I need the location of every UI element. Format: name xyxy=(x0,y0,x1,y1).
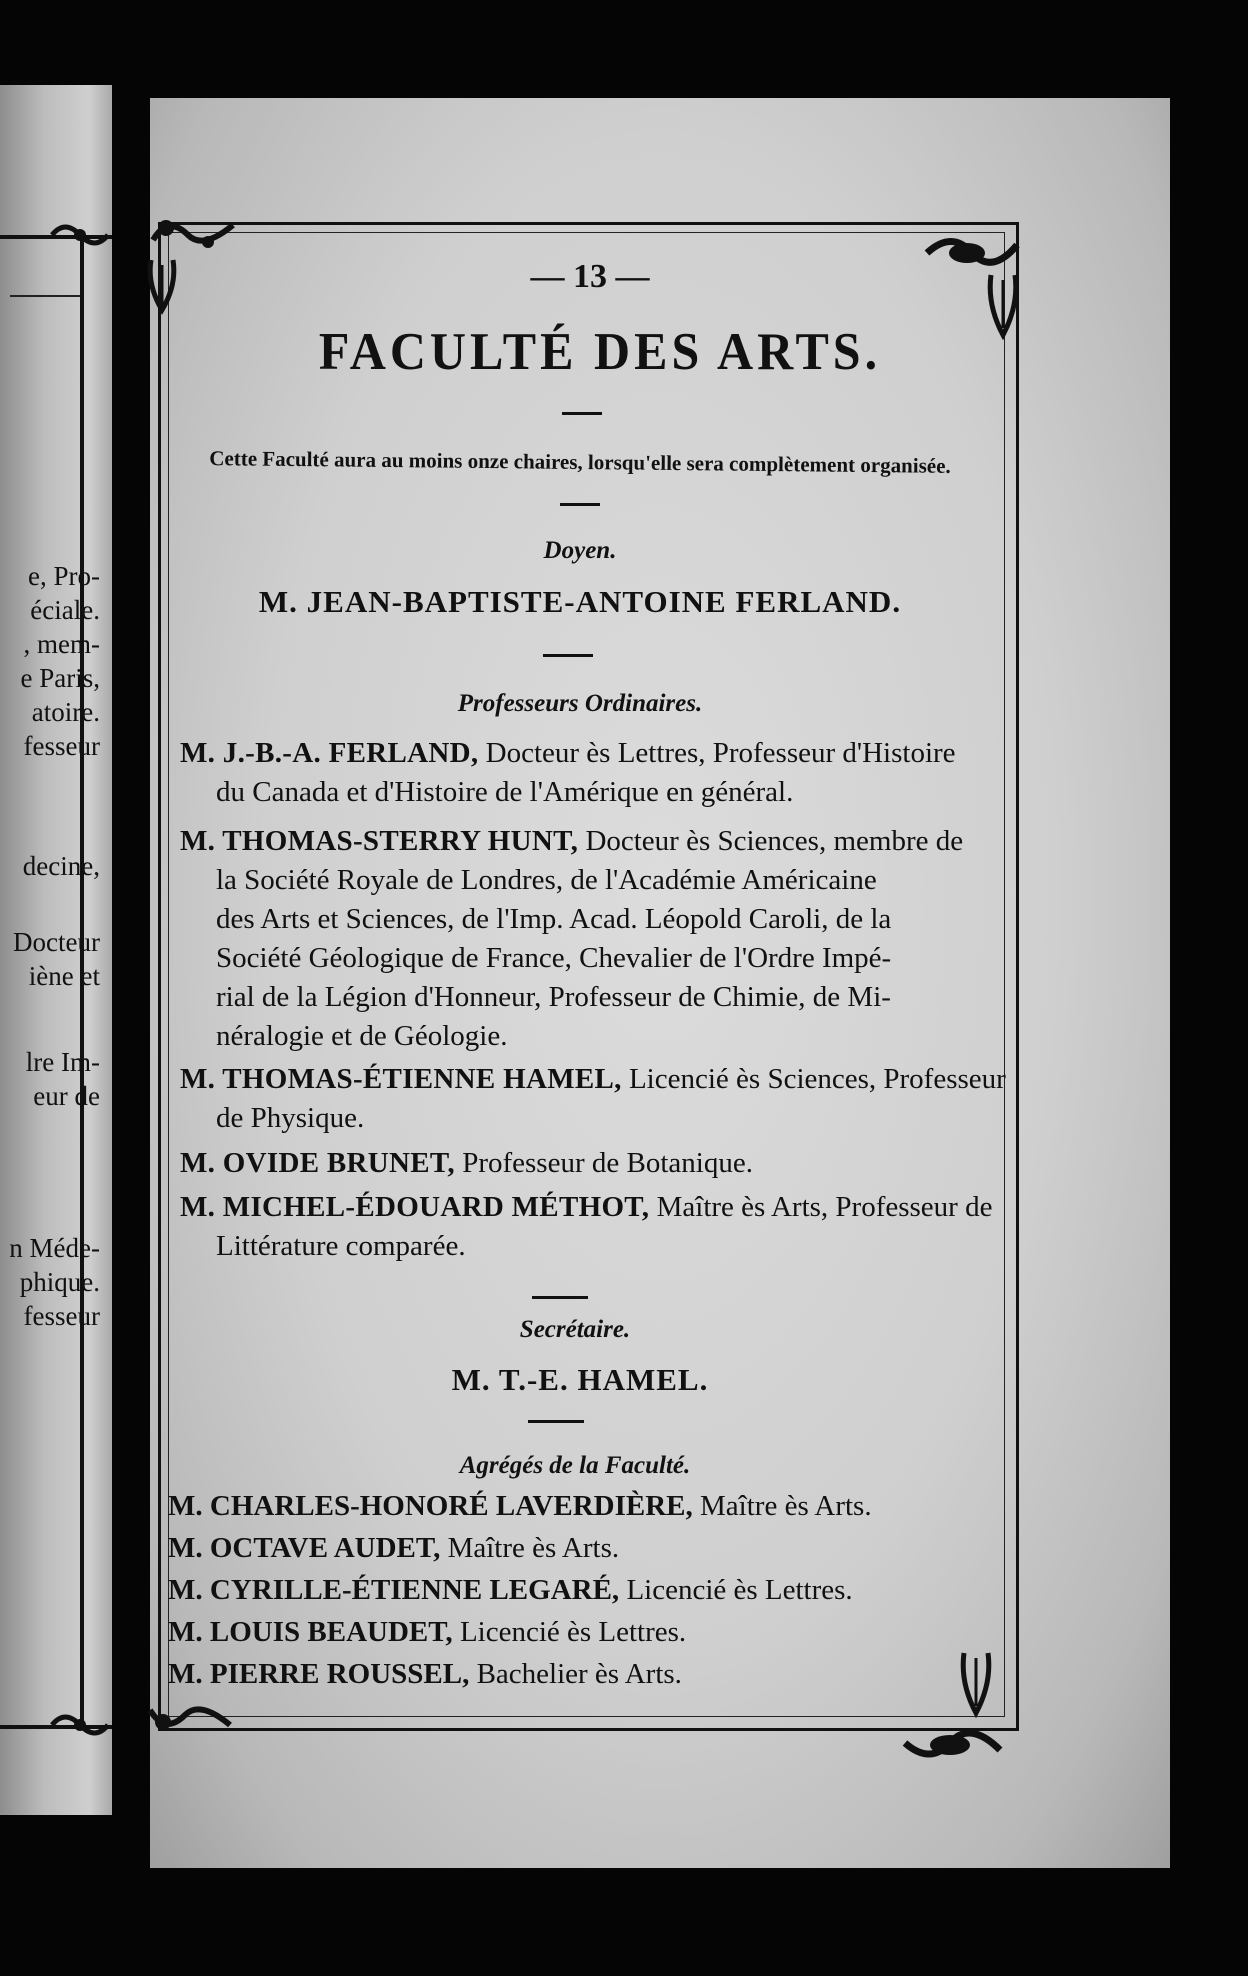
left-page-divider xyxy=(10,295,80,297)
professor-name: M. J.-B.-A. FERLAND, xyxy=(180,737,479,769)
divider xyxy=(560,503,600,506)
page-title: FACULTÉ DES ARTS. xyxy=(318,321,882,381)
agrege-name: M. CYRILLE-ÉTIENNE LEGARÉ, xyxy=(168,1574,620,1606)
agrege-name: M. OCTAVE AUDET, xyxy=(168,1532,441,1564)
professor-description: de Physique. xyxy=(216,1102,365,1134)
professor-description: Docteur ès Sciences, membre de xyxy=(585,825,964,857)
professor-entry xyxy=(180,734,980,812)
agrege-entry xyxy=(168,1532,619,1565)
lyre-ornament-icon xyxy=(145,255,179,315)
corner-ornament-icon xyxy=(900,1715,1005,1771)
professor-entry xyxy=(180,1060,1006,1138)
left-text-fragment: , mem- xyxy=(23,629,100,659)
agrege-title: Maître ès Arts. xyxy=(700,1490,872,1522)
intro-text: Cette Faculté aura au moins onze chaires, lorsqu'elle sera complètement organisée. xyxy=(209,446,951,478)
agrege-title: Licencié ès Lettres. xyxy=(626,1574,853,1606)
professor-entry xyxy=(180,822,980,1056)
professor-description: Docteur ès Lettres, Professeur d'Histoire xyxy=(485,737,956,769)
lyre-ornament-icon xyxy=(958,1648,994,1718)
ornament-icon xyxy=(50,1705,110,1745)
agrege-name: M. PIERRE ROUSSEL, xyxy=(168,1658,470,1690)
professor-entry xyxy=(180,1188,993,1266)
left-text-fragment: n Méde- xyxy=(9,1233,100,1263)
agrege-entry xyxy=(168,1658,682,1691)
left-text-fragment: e, Pro- xyxy=(28,561,100,591)
left-text-fragment: fesseur xyxy=(23,1301,100,1331)
professor-description: Maître ès Arts, Professeur de xyxy=(656,1191,993,1223)
secretaire-name: M. T.-E. HAMEL. xyxy=(451,1362,709,1397)
professor-description: Littérature comparée. xyxy=(216,1230,466,1262)
agrege-entry xyxy=(168,1574,853,1607)
left-text-fragment: decine, xyxy=(22,851,100,881)
divider xyxy=(562,412,602,415)
professor-name: M. OVIDE BRUNET, xyxy=(180,1147,455,1179)
agrege-title: Maître ès Arts. xyxy=(447,1532,620,1564)
professor-name: M. THOMAS-STERRY HUNT, xyxy=(180,825,579,857)
left-text-fragment: Docteur xyxy=(13,927,100,957)
professor-entry xyxy=(180,1144,980,1183)
professor-description: la Société Royale de Londres, de l'Académie Américaine xyxy=(216,864,877,896)
left-text-fragment: phique. xyxy=(19,1267,100,1297)
professor-name: M. MICHEL-ÉDOUARD MÉTHOT, xyxy=(180,1191,650,1223)
left-text-fragment: lre Im- xyxy=(25,1047,100,1077)
left-text-fragment: iène et xyxy=(28,961,100,991)
agrege-entry xyxy=(168,1616,686,1649)
doyen-heading: Doyen. xyxy=(543,537,617,564)
agrege-name: M. LOUIS BEAUDET, xyxy=(168,1616,453,1648)
left-page-fragment xyxy=(0,85,112,1815)
agrege-entry xyxy=(168,1490,872,1523)
agreges-heading: Agrégés de la Faculté. xyxy=(459,1452,691,1479)
professor-description: Licencié ès Sciences, Professeur xyxy=(628,1063,1006,1095)
left-text-fragment: atoire. xyxy=(31,697,100,727)
professor-description: Professeur de Botanique. xyxy=(462,1147,753,1179)
professor-description: des Arts et Sciences, de l'Imp. Acad. Léopold Caroli, de la xyxy=(216,903,892,935)
ornament-icon xyxy=(50,215,110,255)
agrege-title: Bachelier ès Arts. xyxy=(476,1658,682,1690)
professor-description: néralogie et de Géologie. xyxy=(216,1020,508,1052)
professor-name: M. THOMAS-ÉTIENNE HAMEL, xyxy=(180,1063,622,1095)
page-number: — 13 — xyxy=(530,258,650,295)
professor-description: Société Géologique de France, Chevalier de l'Ordre Impé- xyxy=(216,942,892,974)
professeurs-heading: Professeurs Ordinaires. xyxy=(457,690,703,717)
secretaire-heading: Secrétaire. xyxy=(519,1316,631,1343)
left-text-fragment: fesseur xyxy=(23,731,100,761)
agrege-name: M. CHARLES-HONORÉ LAVERDIÈRE, xyxy=(168,1490,693,1522)
divider xyxy=(532,1296,588,1299)
divider xyxy=(543,654,593,657)
divider xyxy=(528,1420,584,1423)
professor-description: du Canada et d'Histoire de l'Amérique en général. xyxy=(216,776,794,808)
left-text-fragment: éciale. xyxy=(30,595,100,625)
lyre-ornament-icon xyxy=(985,270,1021,340)
left-text-fragment: eur de xyxy=(33,1081,100,1111)
professor-description: rial de la Légion d'Honneur, Professeur de Chimie, de Mi- xyxy=(216,981,891,1013)
left-text-fragment: e Paris, xyxy=(20,663,100,693)
agrege-title: Licencié ès Lettres. xyxy=(459,1616,687,1648)
doyen-name: M. JEAN-BAPTISTE-ANTOINE FERLAND. xyxy=(258,584,902,619)
